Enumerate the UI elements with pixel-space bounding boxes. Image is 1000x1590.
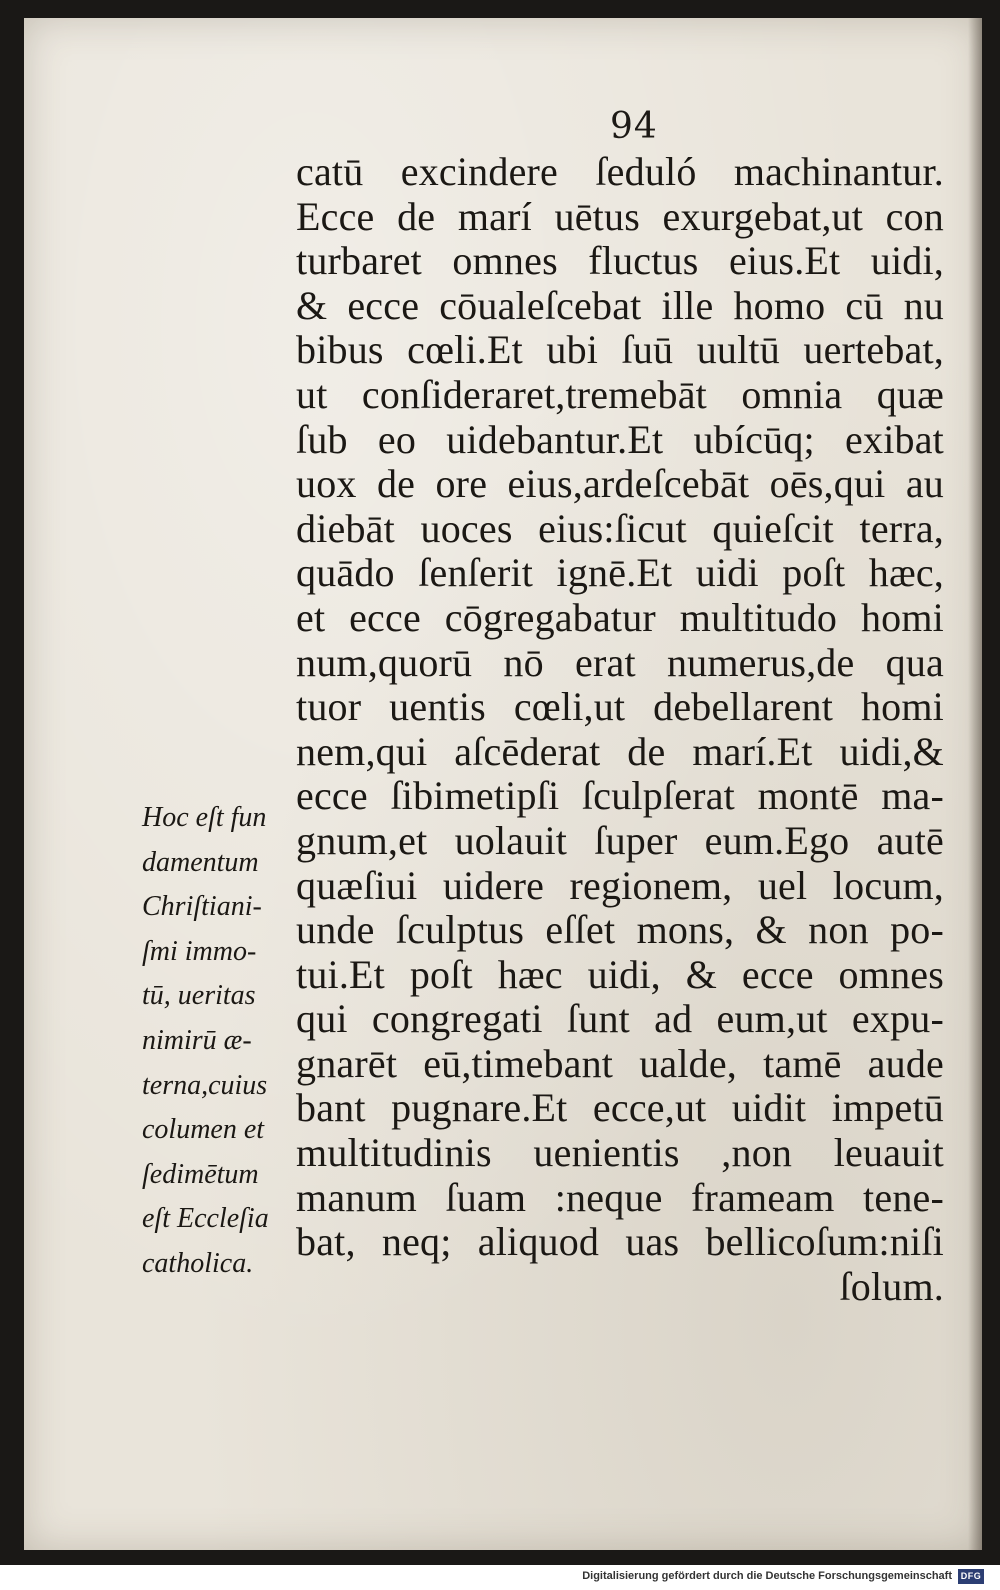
- text-line: num,quorū nō erat numerus,de qua: [296, 639, 944, 685]
- book-page: [24, 18, 982, 1550]
- spine-shadow: [968, 18, 982, 1550]
- text-line: bat, neq; aliquod uas bellicoſum:niſi: [296, 1219, 944, 1265]
- footer-bar: [0, 1565, 1000, 1590]
- marginal-note-line: ſmi immo-: [142, 935, 257, 967]
- text-line: diebāt uoces eius:ſicut quieſcit terra,: [296, 505, 944, 551]
- dfg-logo-icon: DFG: [958, 1569, 984, 1584]
- text-line: ſub eo uidebantur.Et ubícūq; exibat: [296, 416, 944, 462]
- marginal-note-line: columen et: [142, 1114, 265, 1146]
- text-line: tui.Et poſt hæc uidi, & ecce omnes: [296, 951, 944, 997]
- marginal-note-line: nimirū æ-: [142, 1024, 252, 1056]
- text-line: quæſiui uidere regionem, uel locum,: [296, 862, 944, 908]
- marginal-note-line: damentum: [142, 846, 259, 878]
- text-line: et ecce cōgregabatur multitudo homi: [296, 594, 944, 640]
- text-line: ſolum.: [839, 1263, 944, 1309]
- text-line: gnarēt eū,timebant ualde, tamē aude: [296, 1040, 944, 1086]
- footer-credit: Digitalisierung gefördert durch die Deutsche Forschungsgemeinschaft: [582, 1570, 952, 1582]
- text-line: bibus cœli.Et ubi ſuū uultū uertebat,: [296, 327, 944, 373]
- marginal-note-line: Chriſtiani-: [142, 891, 262, 923]
- marginal-note-line: ſedimētum: [142, 1158, 259, 1190]
- marginal-note-line: terna,cuius: [142, 1069, 268, 1101]
- marginal-note-line: eſt Eccleſia: [142, 1203, 269, 1235]
- text-line: quādo ſenſerit ignē.Et uidi poſt hæc,: [296, 550, 944, 596]
- page-number: 94: [610, 106, 658, 147]
- text-line: ecce ſibimetipſi ſculpſerat montē ma-: [296, 773, 944, 819]
- text-line: qui congregati ſunt ad eum,ut expu-: [296, 996, 944, 1042]
- text-line: turbaret omnes fluctus eius.Et uidi,: [296, 238, 944, 284]
- text-line: multitudinis uenientis ,non leuauit: [296, 1130, 944, 1176]
- marginal-note-line: tū, ueritas: [142, 980, 256, 1012]
- text-line: ut conſideraret,tremebāt omnia quæ: [296, 371, 944, 417]
- text-line: nem,qui aſcēderat de marí.Et uidi,&: [296, 728, 944, 774]
- text-line: bant pugnare.Et ecce,ut uidit impetū: [296, 1085, 944, 1131]
- text-line: Ecce de marí uētus exurgebat,ut con: [296, 193, 944, 239]
- text-line: uox de ore eius,ardeſcebāt oēs,qui au: [296, 461, 944, 507]
- text-line: & ecce cōualeſcebat ille homo cū nu: [296, 282, 944, 328]
- marginal-note: [142, 796, 292, 1287]
- marginal-note-line: catholica.: [142, 1247, 254, 1279]
- text-line: manum ſuam :neque frameam tene-: [296, 1174, 944, 1220]
- marginal-note-line: Hoc eſt fun: [142, 802, 267, 833]
- text-line: unde ſculptus eſſet mons, & non po-: [296, 907, 944, 953]
- text-line: gnum,et uolauit ſuper eum.Ego autē: [296, 817, 944, 863]
- text-line: tuor uentis cœli,ut debellarent homi: [296, 684, 944, 730]
- text-line: catū excindere ſeduló machinantur.: [296, 149, 944, 194]
- main-text-block: [296, 150, 944, 1309]
